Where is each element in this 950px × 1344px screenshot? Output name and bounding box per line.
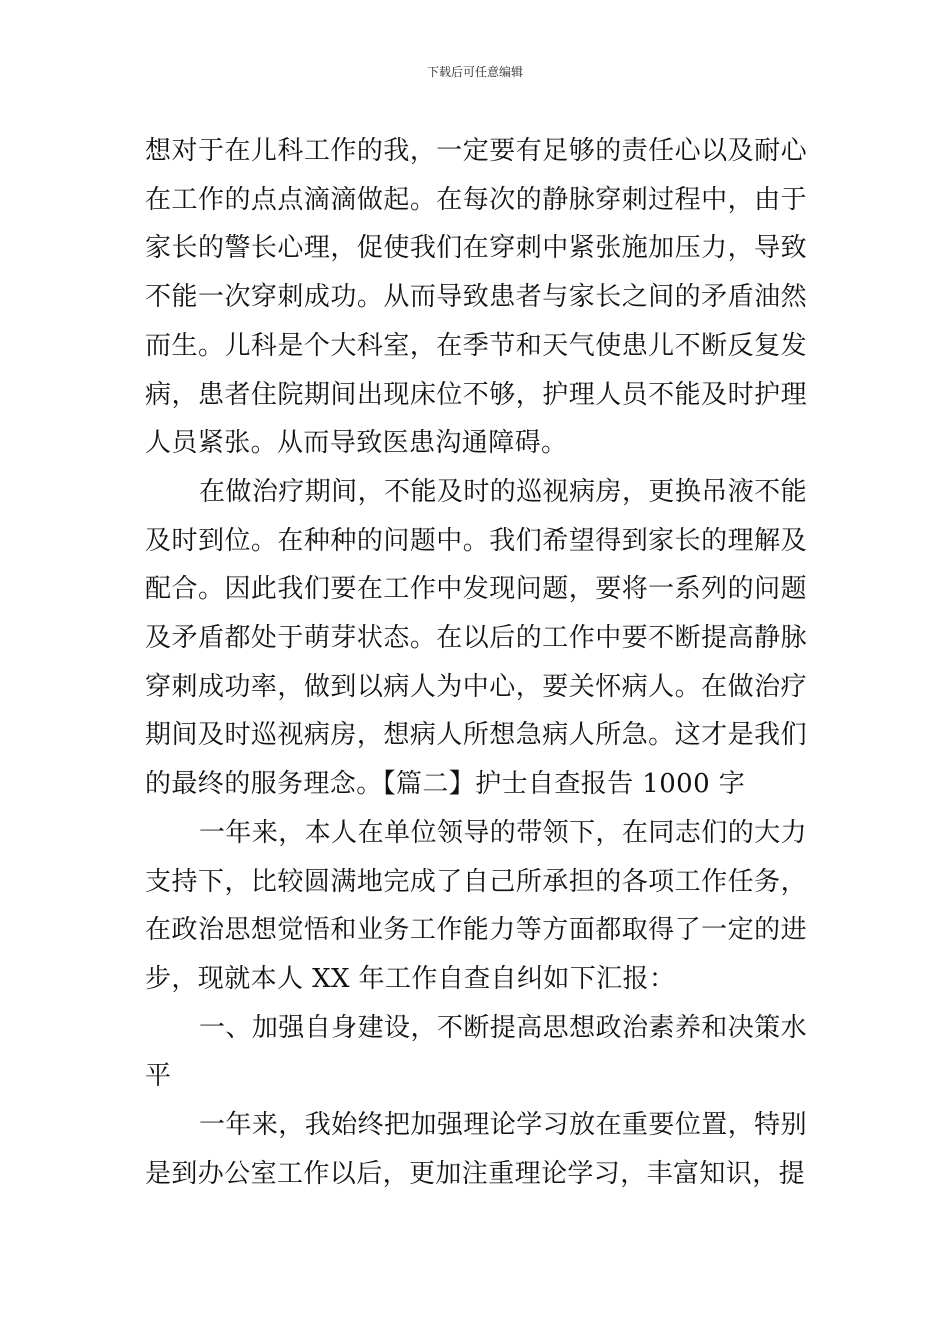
paragraph-4: 一、加强自身建设，不断提高思想政治素养和决策水平 <box>145 1012 807 1092</box>
paragraph-2: 在做治疗期间，不能及时的巡视病房，更换吊液不能及时到位。在种种的问题中。我们希望得到家长的理解及配合。因此我们要在工作中发现问题，要将一系列的问题及矛盾都处于萌芽状态。在以后的工作中要不断提高静脉穿刺成功率，做到以病人为中心，要关怀病人。在做治疗期间及时巡视病房，想病人所想急病人所急。这才是我们的最终的服务理念。【篇二】护士自查报告 1000 字 <box>145 476 807 800</box>
paragraph-3: 一年来，本人在单位领导的带领下，在同志们的大力支持下，比较圆满地完成了自己所承担的各项工作任务，在政治思想觉悟和业务工作能力等方面都取得了一定的进步，现就本人 XX 年工作自查自纠如下汇报： <box>145 817 807 994</box>
paragraph-5: 一年来，我始终把加强理论学习放在重要位置，特别是到办公室工作以后，更加注重理论学习，丰富知识，提 <box>145 1110 807 1189</box>
page-header-note: 下载后可任意编辑 <box>426 65 523 79</box>
document-body <box>145 127 807 1198</box>
paragraph-1: 想对于在儿科工作的我，一定要有足够的责任心以及耐心在工作的点点滴滴做起。在每次的静脉穿刺过程中，由于家长的警长心理，促使我们在穿刺中紧张施加压力，导致不能一次穿刺成功。从而导致患者与家长之间的矛盾油然而生。儿科是个大科室，在季节和天气使患儿不断反复发病，患者住院期间出现床位不够，护理人员不能及时护理人员紧张。从而导致医患沟通障碍。 <box>145 136 807 459</box>
